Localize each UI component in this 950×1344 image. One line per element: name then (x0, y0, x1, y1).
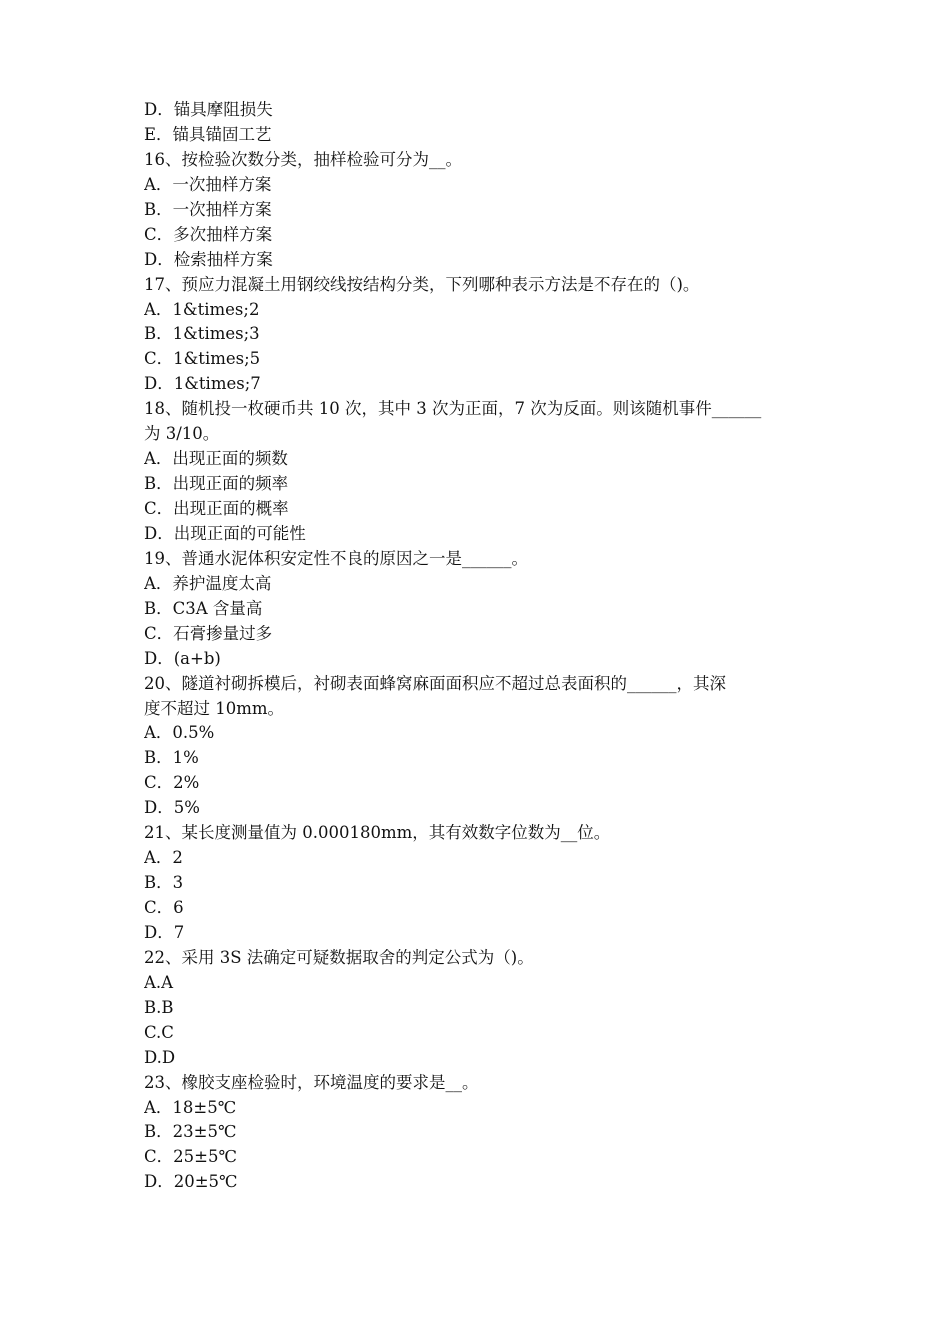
question-stem: 16、按检验次数分类，抽样检验可分为__。 (144, 149, 462, 169)
option-line: A．出现正面的频数 (144, 449, 288, 469)
option-list (144, 721, 810, 821)
question-list (144, 148, 810, 1195)
option-line: E．锚具锚固工艺 (144, 124, 272, 144)
question-stem: 20、隧道衬砌拆模后，衬砌表面蜂窝麻面面积应不超过总表面积的______，其深 (144, 673, 726, 693)
option-list (144, 447, 810, 547)
question-block (144, 273, 810, 398)
option-line: B．出现正面的频率 (144, 474, 289, 494)
option-line: C．1&times;5 (144, 349, 261, 369)
document-page (144, 98, 810, 1195)
option-line: D．20±5℃ (144, 1172, 238, 1192)
option-line: A．0.5% (144, 723, 215, 743)
question-stem: 18、随机投一枚硬币共 10 次，其中 3 次为正面，7 次为反面。则该随机事件______ (144, 399, 762, 419)
question-stem: 19、普通水泥体积安定性不良的原因之一是______。 (144, 548, 528, 568)
question-stem: 为 3/10。 (144, 424, 220, 444)
option-line: B．一次抽样方案 (144, 199, 272, 219)
option-line: C．25±5℃ (144, 1147, 237, 1167)
option-line: D．7 (144, 922, 185, 942)
option-line: C．多次抽样方案 (144, 224, 273, 244)
question-block (144, 148, 810, 273)
question-stem: 23、橡胶支座检验时，环境温度的要求是__。 (144, 1072, 479, 1092)
option-line: D．(a+b) (144, 648, 221, 668)
question-block (144, 397, 810, 547)
option-list (144, 1096, 810, 1196)
option-line: C．石膏掺量过多 (144, 623, 273, 643)
option-line: A．一次抽样方案 (144, 174, 272, 194)
question-block (144, 946, 810, 1071)
question-block (144, 821, 810, 946)
option-line: D．锚具摩阻损失 (144, 100, 273, 119)
question-block (144, 547, 810, 672)
option-line: B.B (144, 997, 174, 1017)
question-stem: 22、采用 3S 法确定可疑数据取舍的判定公式为（)。 (144, 947, 534, 967)
option-list (144, 572, 810, 672)
question-block (144, 672, 810, 822)
option-line: A．养护温度太高 (144, 573, 272, 593)
option-list (144, 846, 810, 946)
option-line: A．2 (144, 848, 183, 868)
question-stem: 17、预应力混凝土用钢绞线按结构分类，下列哪种表示方法是不存在的（)。 (144, 274, 700, 294)
option-list (144, 298, 810, 398)
option-line: D．出现正面的可能性 (144, 523, 306, 543)
question-block (144, 1071, 810, 1196)
option-line: D．5% (144, 798, 200, 818)
option-line: B．1% (144, 748, 199, 768)
question-stem: 度不超过 10mm。 (144, 698, 285, 718)
option-line: B．23±5℃ (144, 1122, 237, 1142)
option-line: D．1&times;7 (144, 374, 261, 394)
option-line: A．1&times;2 (144, 299, 260, 319)
option-line: D.D (144, 1047, 176, 1067)
option-list (144, 971, 810, 1071)
option-line: B．3 (144, 873, 184, 893)
option-list (144, 173, 810, 273)
option-line: C．2% (144, 773, 200, 793)
option-line: A.A (144, 972, 174, 992)
option-line: B．1&times;3 (144, 324, 260, 344)
continued-options (144, 98, 810, 148)
option-line: C．6 (144, 898, 184, 917)
option-line: A．18±5℃ (144, 1097, 237, 1117)
option-line: D．检索抽样方案 (144, 249, 273, 269)
option-line: B．C3A 含量高 (144, 598, 263, 618)
option-line: C.C (144, 1022, 174, 1042)
question-stem: 21、某长度测量值为 0.000180mm，其有效数字位数为__位。 (144, 823, 611, 843)
option-line: C．出现正面的概率 (144, 499, 289, 518)
